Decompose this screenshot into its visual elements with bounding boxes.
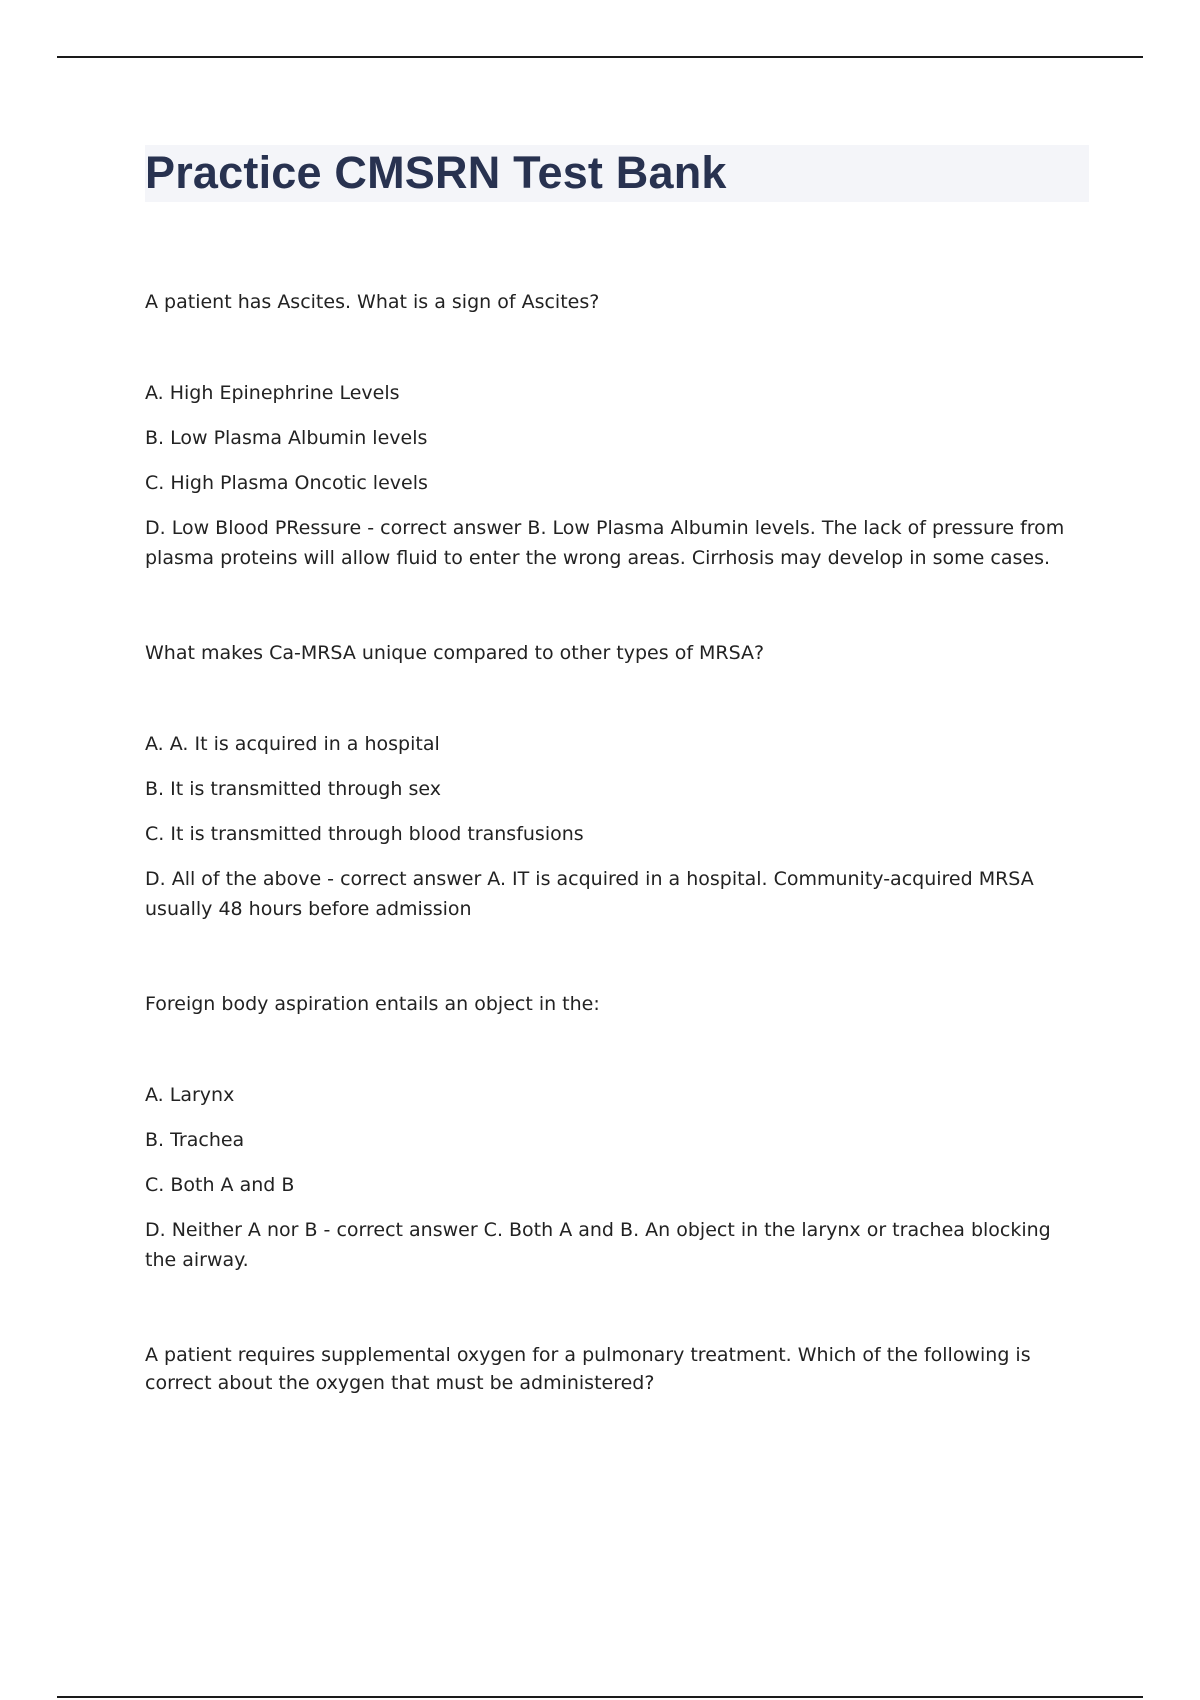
document-title: Practice CMSRN Test Bank [145, 147, 727, 198]
bottom-divider [57, 1696, 1143, 1698]
answer-option: C. It is transmitted through blood transfusions [145, 823, 584, 845]
question-prompt: What makes Ca-MRSA unique compared to other types of MRSA? [145, 642, 765, 664]
question-block [145, 639, 1085, 924]
answer-option: B. Trachea [145, 1129, 245, 1151]
question-block [145, 990, 1085, 1275]
question-prompt: A patient requires supplemental oxygen for a pulmonary treatment. Which of the following is correct about the oxygen that must be administered? [145, 1344, 1031, 1394]
question-block [145, 288, 1085, 573]
answer-option-with-explanation: D. All of the above - correct answer A. IT is acquired in a hospital. Community-acquired MRSA usually 48 hours before admission [145, 868, 1034, 920]
answer-option: A. High Epinephrine Levels [145, 382, 400, 404]
question-prompt: A patient has Ascites. What is a sign of Ascites? [145, 291, 600, 313]
answer-option: B. It is transmitted through sex [145, 778, 441, 800]
answer-option: B. Low Plasma Albumin levels [145, 427, 428, 449]
question-block [145, 1341, 1085, 1397]
answer-option-with-explanation: D. Low Blood PRessure - correct answer B. Low Plasma Albumin levels. The lack of pressure from plasma proteins will allow fluid to enter the wrong areas. Cirrhosis may develop in some cases. [145, 517, 1065, 569]
top-divider [57, 56, 1143, 58]
document-body [145, 288, 1085, 1463]
answer-option: C. Both A and B [145, 1174, 295, 1196]
question-prompt: Foreign body aspiration entails an object in the: [145, 993, 600, 1015]
answer-option: A. Larynx [145, 1084, 235, 1106]
answer-option: A. A. It is acquired in a hospital [145, 733, 440, 755]
answer-option: C. High Plasma Oncotic levels [145, 472, 428, 494]
answer-option-with-explanation: D. Neither A nor B - correct answer C. Both A and B. An object in the larynx or trachea blocking the airway. [145, 1219, 1051, 1271]
